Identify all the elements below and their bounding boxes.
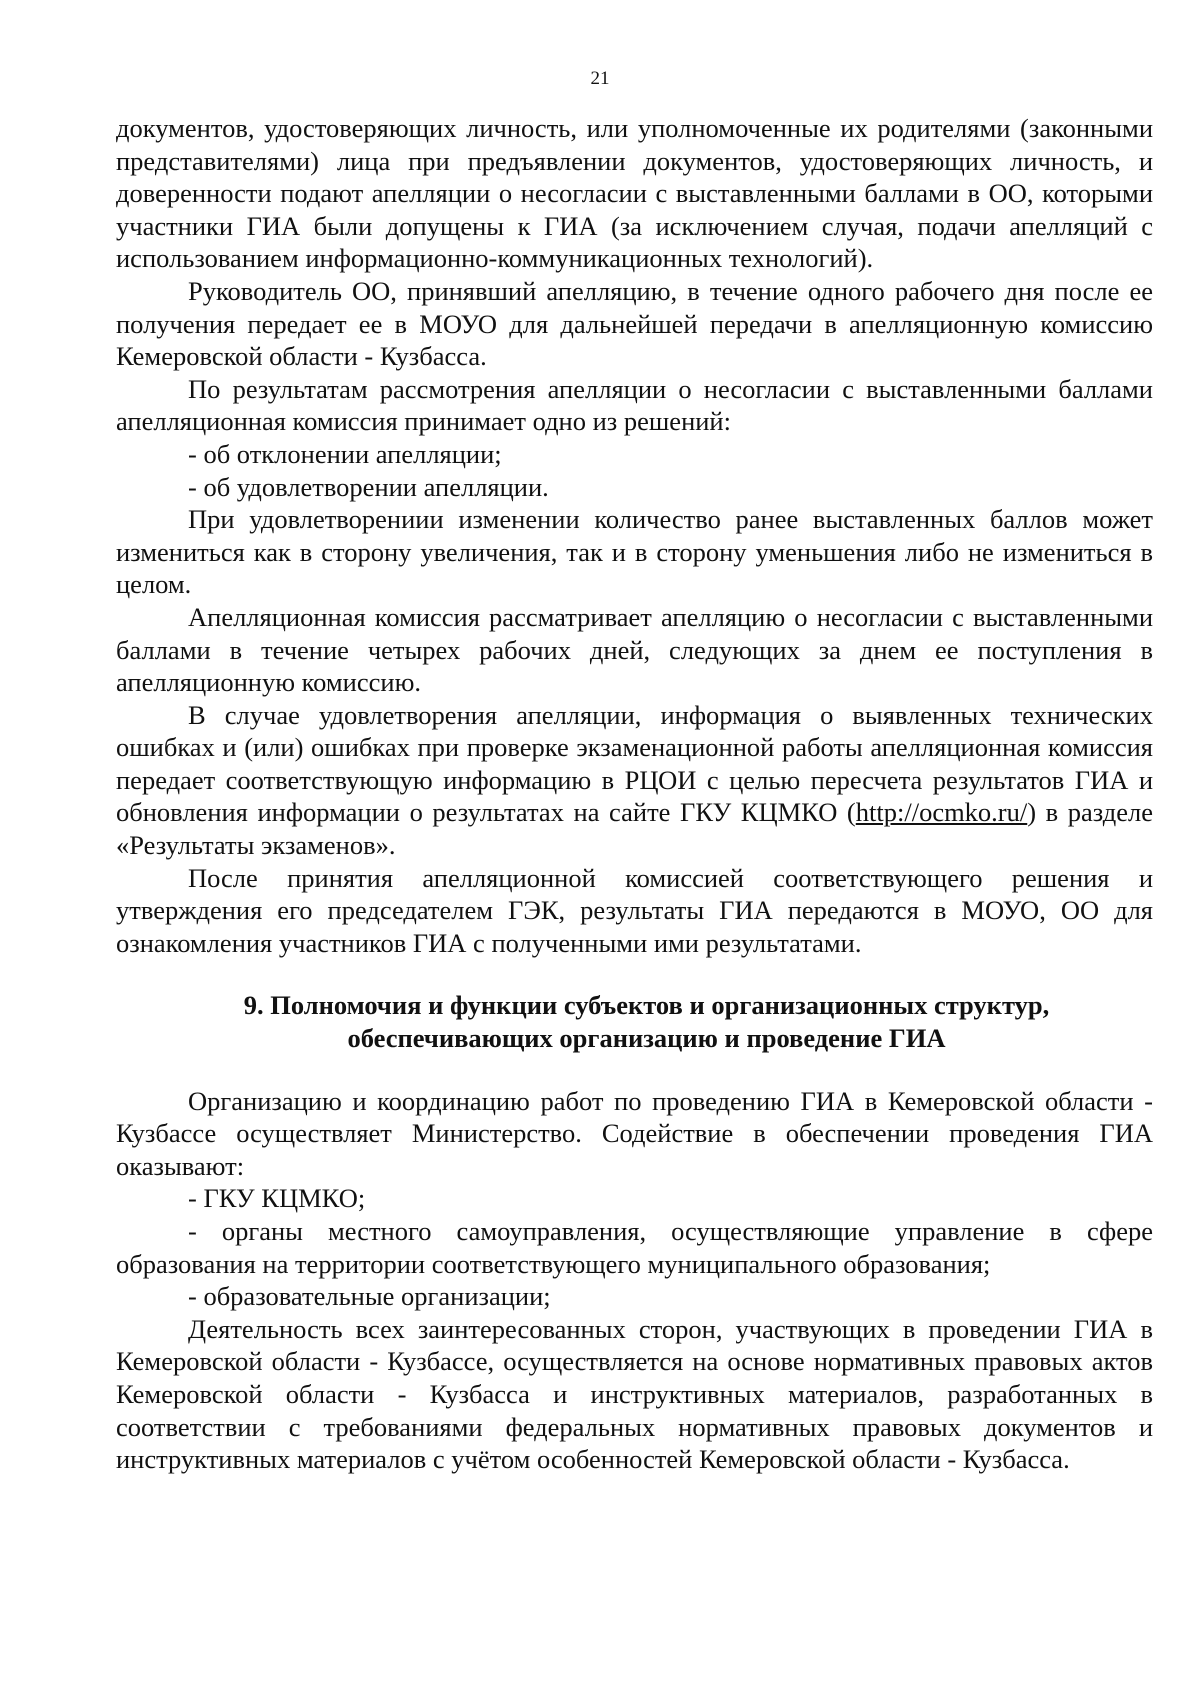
paragraph-appeal-satisfaction-tail: ) в разделе «Результаты экзаменов». xyxy=(116,797,1153,861)
ocmko-link[interactable]: http://ocmko.ru/ xyxy=(855,797,1028,828)
list-item-educational-organizations: - образовательные организации; xyxy=(188,1281,551,1312)
paragraph-organization: Организацию и координацию работ по проведению ГИА в Кемеровской области - Кузбассе осуществляет Министерство. Содействие в обеспечении проведения ГИА оказывают: xyxy=(116,1085,1153,1181)
paragraph-score-change: При удовлетворениии изменении количество ранее выставленных баллов может измениться как в сторону увеличения, так и в сторону уменьшения либо не измениться в целом. xyxy=(116,504,1153,600)
paragraph-appeal-deadline: Апелляционная комиссия рассматривает апелляцию о несогласии с выставленными баллами в течение четырех рабочих дней, следующих за днем ее поступления в апелляционную комиссию. xyxy=(116,601,1153,698)
list-item-gku-kcmko: - ГКУ КЦМКО; xyxy=(188,1183,366,1214)
list-item-rejection: - об отклонении апелляции; xyxy=(188,438,502,469)
document-body xyxy=(116,112,1153,1476)
list-item-satisfaction: - об удовлетворении апелляции. xyxy=(188,471,549,502)
list-item-local-government: - органы местного самоуправления, осуществляющие управление в сфере образования на территории соответствующего муниципального образования; xyxy=(116,1216,1153,1279)
section-heading-line-1: 9. Полномочия и функции субъектов и организационных структур, xyxy=(243,990,1050,1021)
paragraph-stakeholders: Деятельность всех заинтересованных сторон, участвующих в проведении ГИА в Кемеровской области - Кузбассе, осуществляется на основе нормативных правовых актов Кемеровской области - Кузбасса и инструктивных материалов, разработанных в соответствии с требованиями федеральных нормативных правовых документов и инструктивных материалов с учётом особенностей Кемеровской области - Кузбасса. xyxy=(116,1313,1153,1475)
paragraph-continuation: документов, удостоверяющих личность, или уполномоченные их родителями (законными представителями) лица при предъявлении документов, удостоверяющих личность, и доверенности подают апелляции о несогласии с выставленными баллами в ОО, которыми участники ГИА были допущены к ГИА (за исключением случая, подачи апелляций с использованием информационно-коммуникационных технологий). xyxy=(116,113,1153,274)
section-heading-line-2: обеспечивающих организацию и проведение ГИА xyxy=(347,1023,946,1054)
paragraph-appeal-satisfaction-text: В случае удовлетворения апелляции, информация о выявленных технических ошибках и (или) ошибках при проверке экзаменационной работы апелляционная комиссия передает соответствующую информацию в РЦОИ с целью пересчета результатов ГИА и обновления информации о результатах на сайте ГКУ КЦМКО ( xyxy=(116,699,1153,828)
page-number: 21 xyxy=(590,68,610,89)
paragraph-after-decision: После принятия апелляционной комиссией соответствующего решения и утверждения его председателем ГЭК, результаты ГИА передаются в МОУО, ОО для ознакомления участников ГИА с полученными ими результатами. xyxy=(116,862,1153,958)
section-heading xyxy=(116,989,1153,1054)
paragraph-appeal-results: По результатам рассмотрения апелляции о несогласии с выставленными баллами апелляционная комиссия принимает одно из решений: xyxy=(116,373,1153,437)
paragraph-head-of-oo: Руководитель ОО, принявший апелляцию, в течение одного рабочего дня после ее получения передает ее в МОУО для дальнейшей передачи в апелляционную комиссию Кемеровской области - Кузбасса. xyxy=(116,275,1153,372)
paragraph-appeal-satisfaction xyxy=(116,699,1153,862)
